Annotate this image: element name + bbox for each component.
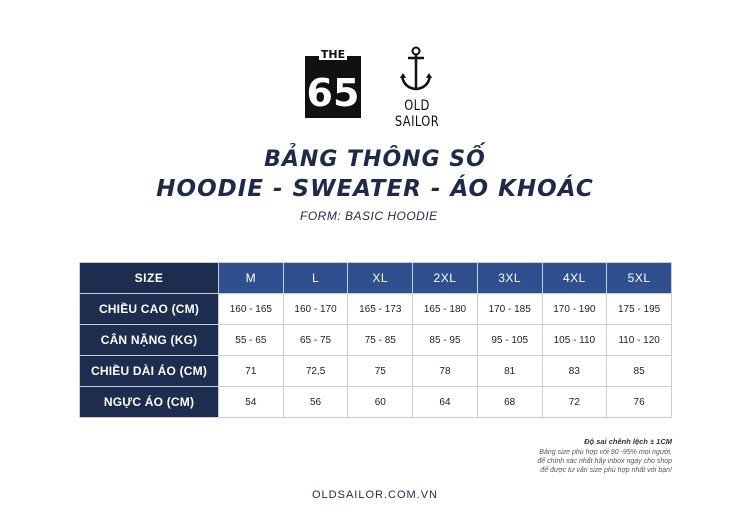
table-row xyxy=(80,294,672,325)
table-cell: 175 - 195 xyxy=(607,294,672,325)
table-cell: 54 xyxy=(219,387,284,418)
table-row xyxy=(80,356,672,387)
table-cell: 56 xyxy=(283,387,348,418)
row-label: CHIỀU DÀI ÁO (CM) xyxy=(80,356,219,387)
size-notes xyxy=(412,437,672,475)
table-cell: 75 - 85 xyxy=(348,325,413,356)
table-cell: 68 xyxy=(477,387,542,418)
table-row xyxy=(80,387,672,418)
size-column-header: 3XL xyxy=(477,263,542,294)
note-line: để chính xác nhất hãy inbox ngay cho shop xyxy=(537,458,672,465)
table-row xyxy=(80,325,672,356)
table-cell: 72,5 xyxy=(283,356,348,387)
the-65-top-text: THE xyxy=(320,48,346,61)
website-url: OLDSAILOR.COM.VN xyxy=(311,489,439,501)
table-cell: 170 - 190 xyxy=(542,294,607,325)
table-cell: 76 xyxy=(607,387,672,418)
table-cell: 95 - 105 xyxy=(477,325,542,356)
size-chart-table xyxy=(79,262,672,418)
row-label: NGỰC ÁO (CM) xyxy=(80,387,219,418)
size-column-header: 4XL xyxy=(542,263,607,294)
brand-logos xyxy=(0,46,750,130)
tolerance-note: Độ sai chênh lệch ± 1CM xyxy=(584,437,672,446)
row-label: CHIỀU CAO (CM) xyxy=(80,294,219,325)
table-cell: 160 - 170 xyxy=(283,294,348,325)
form-type: FORM: BASIC HOODIE xyxy=(300,209,438,223)
row-label: CÂN NẶNG (KG) xyxy=(80,325,219,356)
table-cell: 165 - 180 xyxy=(413,294,478,325)
size-column-header: 5XL xyxy=(607,263,672,294)
note-line: để được tư vấn size phù hợp nhất với bạn! xyxy=(540,467,672,474)
table-cell: 105 - 110 xyxy=(542,325,607,356)
page-title: BẢNG THÔNG SỐ xyxy=(264,147,486,172)
table-cell: 81 xyxy=(477,356,542,387)
table-cell: 85 - 95 xyxy=(413,325,478,356)
table-cell: 110 - 120 xyxy=(607,325,672,356)
the-65-logo xyxy=(305,46,361,118)
anchor-icon xyxy=(398,46,434,92)
table-cell: 85 xyxy=(607,356,672,387)
table-cell: 71 xyxy=(219,356,284,387)
the-65-main-text: 65 xyxy=(306,71,360,115)
table-cell: 75 xyxy=(348,356,413,387)
table-cell: 72 xyxy=(542,387,607,418)
size-column-header: M xyxy=(219,263,284,294)
page-subtitle: HOODIE - SWEATER - ÁO KHOÁC xyxy=(156,176,594,202)
table-cell: 60 xyxy=(348,387,413,418)
size-column-header: 2XL xyxy=(413,263,478,294)
table-cell: 170 - 185 xyxy=(477,294,542,325)
table-cell: 55 - 65 xyxy=(219,325,284,356)
table-cell: 83 xyxy=(542,356,607,387)
table-cell: 165 - 173 xyxy=(348,294,413,325)
table-cell: 65 - 75 xyxy=(283,325,348,356)
brand-name: OLD SAILOR xyxy=(394,98,440,130)
table-cell: 160 - 165 xyxy=(219,294,284,325)
table-cell: 78 xyxy=(413,356,478,387)
note-line: Bảng size phù hợp với 90 -95% mọi người, xyxy=(539,449,672,456)
table-cell: 64 xyxy=(413,387,478,418)
size-header-label: SIZE xyxy=(80,263,219,294)
size-column-header: L xyxy=(283,263,348,294)
size-column-header: XL xyxy=(348,263,413,294)
table-header-row xyxy=(80,263,672,294)
